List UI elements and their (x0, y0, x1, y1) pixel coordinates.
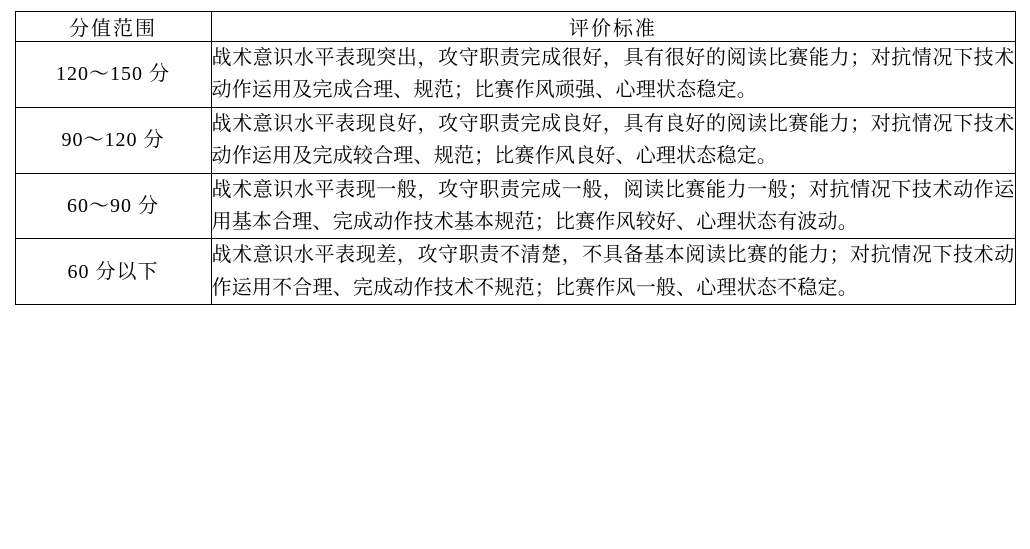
header-evaluation-criteria: 评价标准 (211, 12, 1015, 42)
table-header-row (15, 12, 1015, 42)
evaluation-criteria-table (15, 11, 1016, 305)
header-score-range: 分值范围 (15, 12, 211, 42)
table-row (15, 239, 1015, 305)
criteria-description: 战术意识水平表现差，攻守职责不清楚，不具备基本阅读比赛的能力；对抗情况下技术动作运用不合理、完成动作技术不规范；比赛作风一般、心理状态不稳定。 (211, 239, 1015, 305)
score-range-value: 60～90 分 (15, 173, 211, 239)
table-row (15, 107, 1015, 173)
criteria-description: 战术意识水平表现一般，攻守职责完成一般，阅读比赛能力一般；对抗情况下技术动作运用基本合理、完成动作技术基本规范；比赛作风较好、心理状态有波动。 (211, 173, 1015, 239)
score-range-value: 90～120 分 (15, 107, 211, 173)
score-range-value: 120～150 分 (15, 42, 211, 108)
table-row (15, 42, 1015, 108)
table-row (15, 173, 1015, 239)
criteria-description: 战术意识水平表现良好，攻守职责完成良好，具有良好的阅读比赛能力；对抗情况下技术动作运用及完成较合理、规范；比赛作风良好、心理状态稳定。 (211, 107, 1015, 173)
criteria-description: 战术意识水平表现突出，攻守职责完成很好，具有很好的阅读比赛能力；对抗情况下技术动作运用及完成合理、规范；比赛作风顽强、心理状态稳定。 (211, 42, 1015, 108)
score-range-value: 60 分以下 (15, 239, 211, 305)
